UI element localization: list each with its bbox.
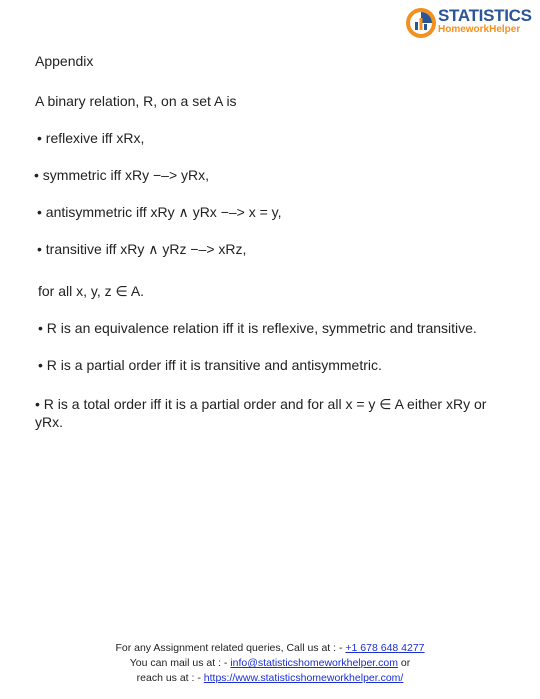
- footer-line-phone: [0, 641, 540, 656]
- email-link[interactable]: info@statisticshomeworkhelper.com: [230, 657, 398, 669]
- brand-logo: [404, 4, 532, 42]
- bullet-reflexive: • reflexive iff xRx,: [37, 130, 145, 146]
- page-footer: [0, 641, 540, 686]
- website-link[interactable]: https://www.statisticshomeworkhelper.com/: [203, 672, 404, 684]
- appendix-heading: Appendix: [35, 53, 94, 69]
- bullet-transitive: • transitive iff xRy ∧ yRz −–> xRz,: [37, 241, 247, 257]
- footer-line-email: [0, 656, 540, 671]
- logo-sub-text: HomeworkHelper: [438, 24, 521, 35]
- footer-reach-label: reach us at : -: [136, 672, 201, 684]
- footer-call-label: For any Assignment related queries, Call us at : -: [115, 642, 343, 654]
- bullet-antisymmetric: • antisymmetric iff xRy ∧ yRx −–> x = y,: [37, 204, 282, 220]
- logo-main-text: STATISTICS: [438, 6, 532, 25]
- footer-mail-label: You can mail us at : -: [129, 657, 228, 669]
- footer-line-website: [0, 671, 540, 686]
- statement-equivalence: • R is an equivalence relation iff it is reflexive, symmetric and transitive.: [38, 320, 477, 336]
- footer-or-text: or: [400, 657, 411, 669]
- bullet-symmetric: • symmetric iff xRy −–> yRx,: [34, 167, 210, 183]
- phone-link[interactable]: +1 678 648 4277: [345, 642, 425, 654]
- statement-partial-order: • R is a partial order iff it is transitive and antisymmetric.: [38, 357, 382, 373]
- intro-text: A binary relation, R, on a set A is: [35, 93, 237, 109]
- statement-total-order: • R is a total order iff it is a partial order and for all x = y ∈ A either xRy or yRx.: [35, 396, 487, 430]
- logo-emblem-icon: [404, 6, 438, 40]
- forall-text: for all x, y, z ∈ A.: [38, 283, 145, 299]
